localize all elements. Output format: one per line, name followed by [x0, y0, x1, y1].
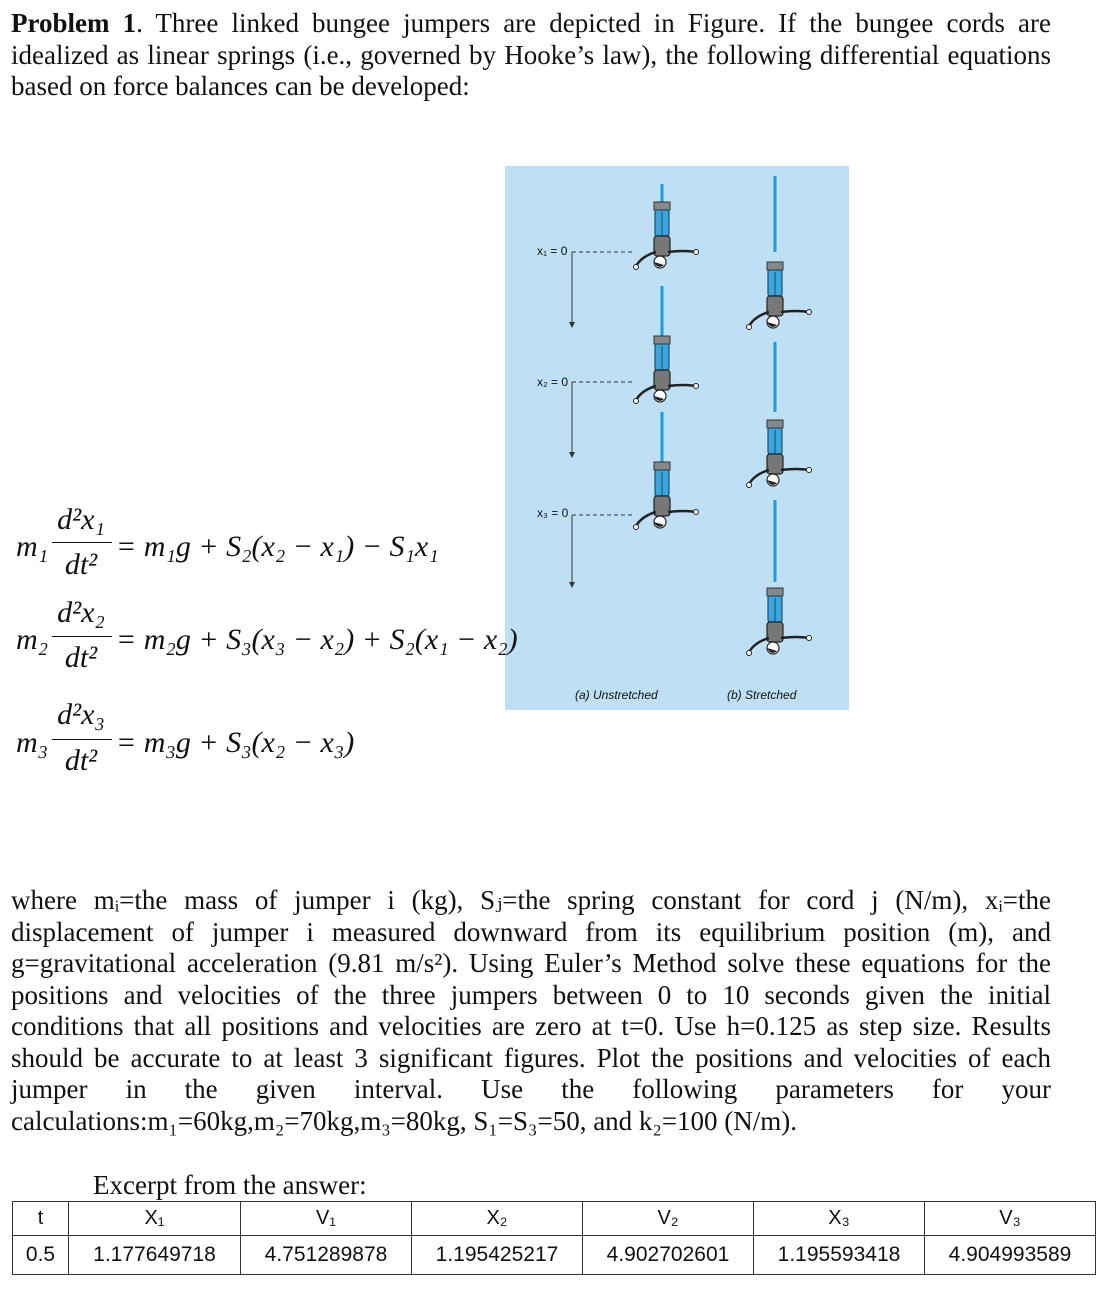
cell-x3: 1.195593418 — [754, 1236, 925, 1275]
cell-v2: 4.902702601 — [583, 1236, 754, 1275]
cell-x1: 1.177649718 — [69, 1236, 241, 1275]
cell-x2: 1.195425217 — [412, 1236, 583, 1275]
x3-zero-label: x₃ = 0 — [537, 506, 569, 520]
caption-unstretched: (a) Unstretched — [575, 688, 658, 702]
problem-body: where mᵢ=the mass of jumper i (kg), Sⱼ=the spring constant for cord j (N/m), xᵢ=the displacement of jumper i measured downward from its equilibrium position (m), and g=gravitational acceleration (9.81 m/s²). Using Euler’s Method solve these equations for the positions and velocities of the three jumpers between 0 to 10 seconds given the initial conditions that all positions and velocities are zero at t=0. Use h=0.125 as step size. Results should be accurate to at least 3 significant figures. Plot the positions and velocities of each jumper in the given interval. Use the following parameters for your calculations:m₁=60kg,m₂=70kg,m₃=80kg, S₁=S₃=50, and k₂=100 (N/m). — [11, 885, 1051, 1136]
eq1-rhs: = m₁g + S₂(x₂ − x₁) − S₁x₁ — [116, 530, 439, 563]
x2-zero-label: x₂ = 0 — [537, 375, 569, 389]
caption-stretched: (b) Stretched — [727, 688, 797, 702]
eq2-numerator: d²x₂ — [57, 596, 105, 629]
eq1-denominator: dt² — [64, 548, 98, 581]
excerpt-label: Excerpt from the answer: — [93, 1170, 367, 1200]
eq1-fraction-bar — [52, 542, 112, 543]
header-x3: X₃ — [754, 1202, 925, 1236]
header-x2: X₂ — [412, 1202, 583, 1236]
header-v3: V₃ — [925, 1202, 1096, 1236]
eq3-mass: m₃ — [16, 726, 49, 759]
problem-heading: Problem 1 — [11, 8, 137, 38]
problem-intro-text: . Three linked bungee jumpers are depicted in Figure. If the bungee cords are idealized as linear springs (i.e., governed by Hooke’s law), the following differential equations based on force balances can be developed: — [11, 8, 1051, 101]
header-v2: V₂ — [583, 1202, 754, 1236]
cell-v1: 4.751289878 — [241, 1236, 412, 1275]
eq3-rhs: = m₃g + S₃(x₂ − x₃) — [116, 726, 355, 759]
eq3-fraction-bar — [52, 739, 112, 740]
eq1-mass: m₁ — [16, 530, 49, 563]
eq2-mass: m₂ — [16, 623, 49, 656]
bungee-figure — [505, 166, 849, 710]
x1-zero-label: x₁ = 0 — [537, 244, 568, 258]
problem-intro — [11, 8, 1051, 103]
eq3-denominator: dt² — [64, 744, 98, 777]
eq2-denominator: dt² — [64, 641, 98, 674]
eq3-numerator: d²x₃ — [57, 698, 105, 731]
eq2-fraction-bar — [52, 636, 112, 637]
table-header-row — [13, 1202, 1096, 1236]
eq1-numerator: d²x₁ — [57, 503, 105, 536]
eq2-rhs: = m₂g + S₃(x₃ − x₂) + S₂(x₁ − x₂) — [116, 623, 518, 656]
cell-v3: 4.904993589 — [925, 1236, 1096, 1275]
header-x1: X₁ — [69, 1202, 241, 1236]
header-t: t — [13, 1202, 69, 1236]
table-row — [13, 1236, 1096, 1275]
results-table — [12, 1201, 1096, 1275]
cell-t: 0.5 — [13, 1236, 69, 1275]
header-v1: V₁ — [241, 1202, 412, 1236]
